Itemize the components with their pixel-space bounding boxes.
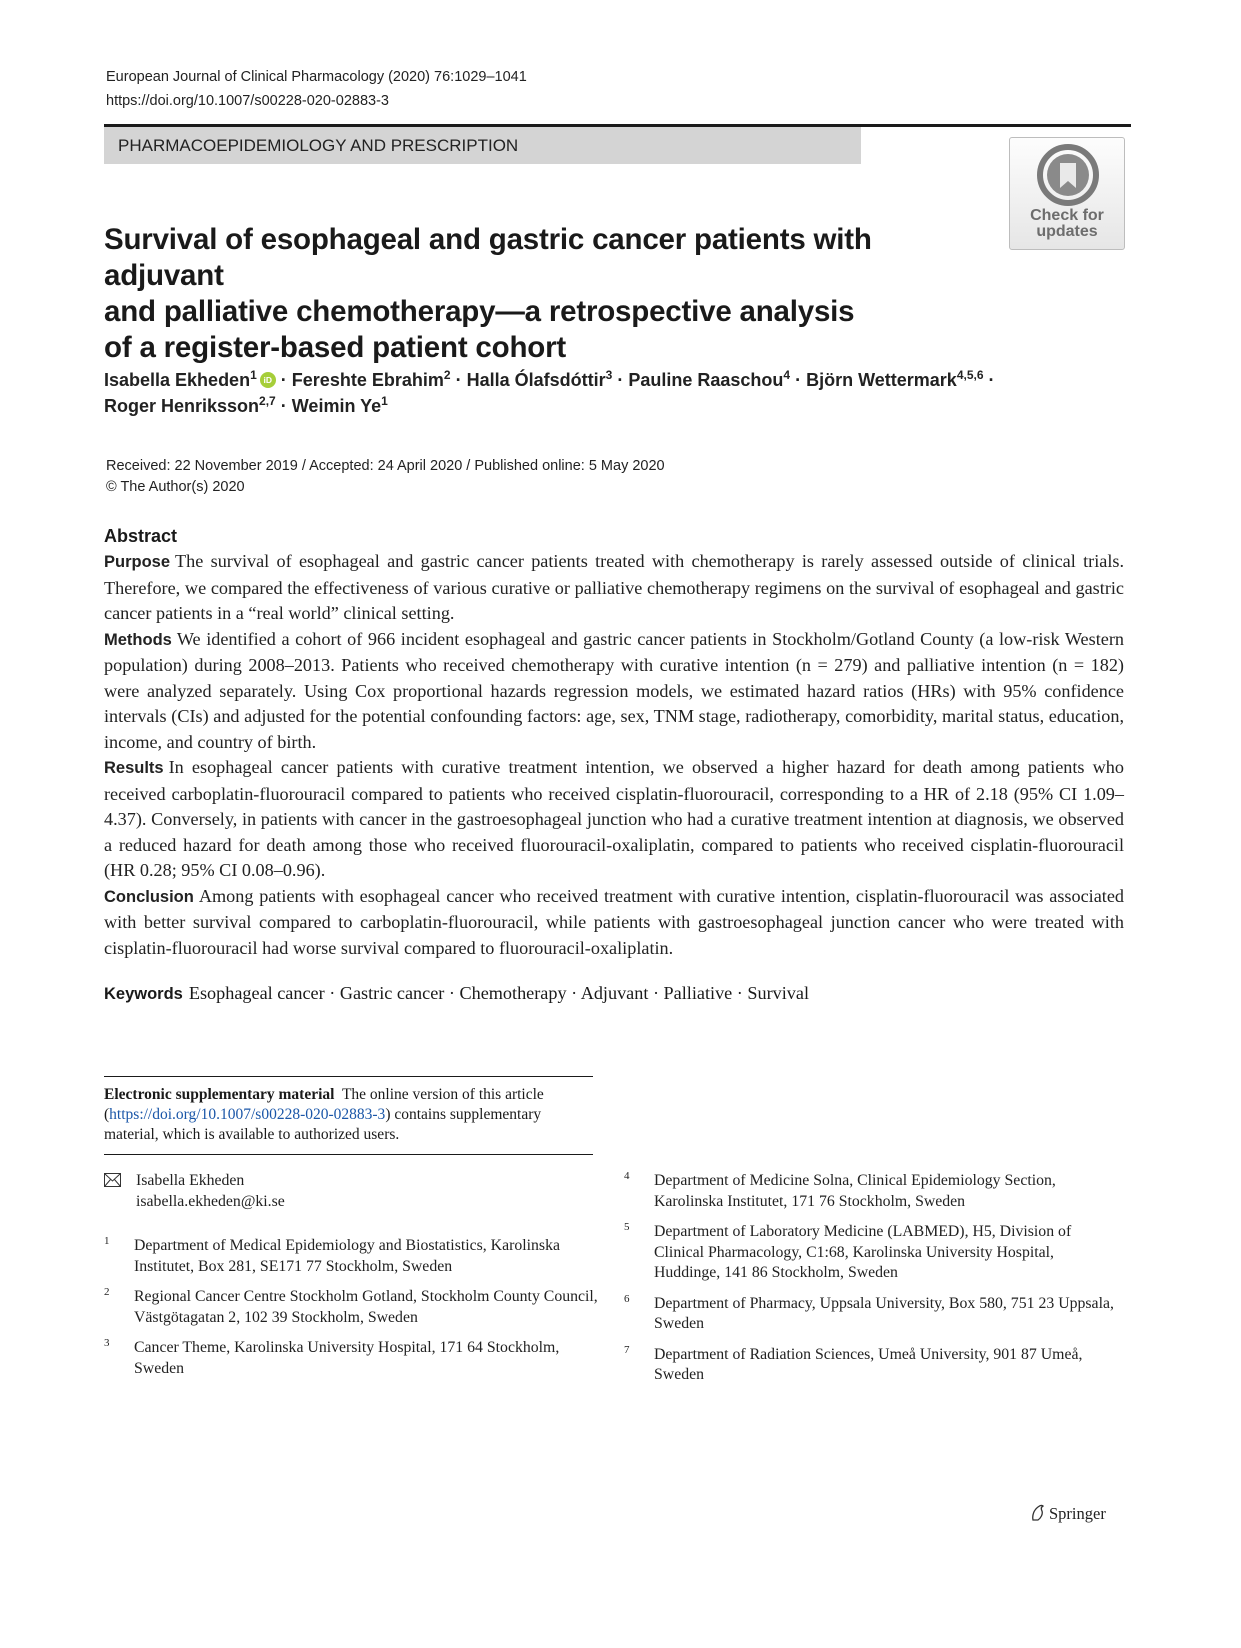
- affiliation-text: Department of Medical Epidemiology and Biostatistics, Karolinska Institutet, Box 281, SE171 77 Stockholm, Sweden: [134, 1237, 560, 1275]
- affiliation-number: 6: [624, 1292, 630, 1305]
- author-name[interactable]: Isabella Ekheden: [104, 370, 251, 390]
- abstract-conclusion: [104, 884, 1124, 962]
- affiliation-number: 4: [624, 1170, 630, 1182]
- author-affil: 2,7: [259, 394, 276, 408]
- affiliations-right: [624, 1171, 1124, 1396]
- methods-label: Methods: [104, 630, 172, 649]
- title-line: Survival of esophageal and gastric cancer patients with adjuvant: [104, 223, 872, 292]
- affiliation: [624, 1171, 1124, 1212]
- affiliation-number: 5: [624, 1221, 630, 1233]
- supplementary-material-note: [104, 1076, 593, 1155]
- results-text: In esophageal cancer patients with curative treatment intention, we observed a higher hazard for death among patients who received carboplatin-fluorouracil compared to patients who received cisplatin-fluorouracil, corresponding to a HR of 2.18 (95% CI 1.09–4.37). Conversely, in patients with cancer in the gastroesophageal junction who had a curative treatment intention at diagnosis, we observed a reduced hazard for death among those who received fluorouracil-oxaliplatin, compared to patients who received cisplatin-fluorouracil (HR 0.28; 95% CI 0.08–0.96).: [104, 757, 1124, 880]
- keywords-text: Esophageal cancer · Gastric cancer · Chemotherapy · Adjuvant · Palliative · Survival: [188, 983, 810, 1003]
- author-line: [104, 393, 1104, 419]
- author-line: [104, 367, 1104, 393]
- journal-header: [106, 65, 527, 113]
- author-separator: ·: [988, 370, 995, 390]
- journal-citation: European Journal of Clinical Pharmacology (2020) 76:1029–1041: [106, 69, 527, 85]
- abstract: [104, 524, 1124, 961]
- affiliation-text: Department of Radiation Sciences, Umeå University, 901 87 Umeå, Sweden: [654, 1345, 1083, 1383]
- affiliation-text: Department of Pharmacy, Uppsala University, Box 580, 751 23 Uppsala, Sweden: [654, 1294, 1114, 1332]
- corresponding-author: [104, 1171, 604, 1212]
- author-separator: ·: [280, 370, 287, 390]
- affiliation: [624, 1294, 1124, 1335]
- author-separator: ·: [280, 396, 287, 416]
- publisher-logo: [1030, 1503, 1106, 1525]
- author-name[interactable]: Björn Wettermark: [806, 370, 957, 390]
- orcid-icon[interactable]: [260, 372, 276, 388]
- esm-text-1: The online version of this article (: [104, 1086, 544, 1123]
- title-line: and palliative chemotherapy—a retrospective analysis: [104, 295, 855, 328]
- envelope-icon: [104, 1173, 121, 1187]
- affiliation-number: 2: [104, 1286, 110, 1298]
- author-affil: 2: [443, 368, 451, 382]
- affiliation: [104, 1338, 604, 1379]
- affiliation: [624, 1345, 1124, 1386]
- results-label: Results: [104, 759, 164, 777]
- affiliation-text: Cancer Theme, Karolinska University Hospital, 171 64 Stockholm, Sweden: [134, 1339, 560, 1377]
- esm-text-2: ) contains supplementary material, which is available to authorized users.: [104, 1106, 542, 1143]
- affiliation-text: Department of Medicine Solna, Clinical Epidemiology Section, Karolinska Institutet, 171 76 Stockholm, Sweden: [654, 1172, 1056, 1210]
- abstract-heading: Abstract: [104, 526, 178, 546]
- affiliation-number: 7: [624, 1343, 630, 1356]
- author-affil: 1: [381, 394, 388, 408]
- corresponding-email[interactable]: isabella.ekheden@ki.se: [136, 1192, 285, 1210]
- bookmark-ring-icon: [1037, 144, 1099, 206]
- author-affil: 1: [250, 368, 257, 382]
- methods-text: We identified a cohort of 966 incident esophageal and gastric cancer patients in Stockholm/Gotland County (a low-risk Western population) during 2008–2013. Patients who received chemotherapy with curative intention (n = 279) and palliative intention (n = 182) were analyzed separately. Using Cox proportional hazards regression models, we estimated hazard ratios (HRs) with 95% confidence intervals (CIs) and adjusted for the potential confounding factors: age, sex, TNM stage, radiotherapy, comorbidity, marital status, education, income, and country of birth.: [104, 628, 1124, 752]
- keywords-label: Keywords: [104, 985, 183, 1003]
- esm-label: Electronic supplementary material: [104, 1086, 335, 1103]
- abstract-purpose: [104, 549, 1124, 627]
- affiliation: [104, 1287, 604, 1328]
- author-name[interactable]: Weimin Ye: [291, 396, 382, 416]
- author-affil: 4: [783, 368, 791, 382]
- author-name[interactable]: Fereshte Ebrahim: [291, 370, 444, 390]
- affiliations-left: [104, 1171, 604, 1389]
- author-separator: ·: [455, 370, 462, 390]
- affiliation-text: Department of Laboratory Medicine (LABMED), H5, Division of Clinical Pharmacology, C1:68, Karolinska University Hospital, Huddinge, 141 86 Stockholm, Sweden: [654, 1223, 1072, 1281]
- check-for-updates-label: Check for updates: [1030, 207, 1104, 240]
- keywords: [104, 981, 809, 1007]
- abstract-methods: [104, 627, 1124, 756]
- corresponding-name: Isabella Ekheden: [136, 1172, 245, 1189]
- author-affil: 3: [605, 368, 613, 382]
- affiliation-text: Regional Cancer Centre Stockholm Gotland, Stockholm County Council, Västgötagatan 2, 102 39 Stockholm, Sweden: [134, 1288, 598, 1326]
- purpose-text: The survival of esophageal and gastric cancer patients treated with chemotherapy is rarely assessed outside of clinical trials. Therefore, we compared the effectiveness of various curative or palliative chemotherapy regimens on the survival of esophageal and gastric cancer patients in a “real world” clinical setting.: [104, 551, 1124, 623]
- affiliation-number: 3: [104, 1337, 110, 1349]
- paper-title: [104, 222, 984, 366]
- publication-dates: [106, 456, 665, 498]
- affiliation-number: 1: [104, 1235, 110, 1247]
- author-name[interactable]: Halla Ólafsdóttir: [466, 370, 606, 390]
- section-label: PHARMACOEPIDEMIOLOGY AND PRESCRIPTION: [104, 127, 861, 164]
- author-name[interactable]: Pauline Raaschou: [628, 370, 784, 390]
- author-separator: ·: [617, 370, 624, 390]
- publisher-name: Springer: [1049, 1504, 1106, 1523]
- author-separator: ·: [795, 370, 802, 390]
- date-history: Received: 22 November 2019 / Accepted: 24 April 2020 / Published online: 5 May 2020: [106, 458, 665, 474]
- title-line: of a register-based patient cohort: [104, 331, 567, 364]
- springer-horse-icon: [1030, 1504, 1045, 1522]
- doi-link[interactable]: https://doi.org/10.1007/s00228-020-02883-3: [106, 93, 389, 109]
- purpose-label: Purpose: [104, 553, 171, 571]
- esm-link[interactable]: https://doi.org/10.1007/s00228-020-02883-3: [109, 1106, 386, 1123]
- author-list: [104, 367, 1104, 419]
- abstract-results: [104, 755, 1124, 884]
- author-affil: 4,5,6: [956, 368, 984, 382]
- conclusion-text: Among patients with esophageal cancer who received treatment with curative intention, cisplatin-fluorouracil was associated with better survival compared to carboplatin-fluorouracil, while patients with gastroesophageal junction cancer who were treated with cisplatin-fluorouracil had worse survival compared to fluorouracil-oxaliplatin.: [104, 885, 1124, 958]
- author-name[interactable]: Roger Henriksson: [104, 396, 260, 416]
- affiliation: [624, 1222, 1124, 1284]
- copyright: © The Author(s) 2020: [106, 479, 245, 495]
- conclusion-label: Conclusion: [104, 887, 194, 906]
- check-for-updates-badge[interactable]: [1009, 137, 1125, 250]
- affiliation: [104, 1236, 604, 1277]
